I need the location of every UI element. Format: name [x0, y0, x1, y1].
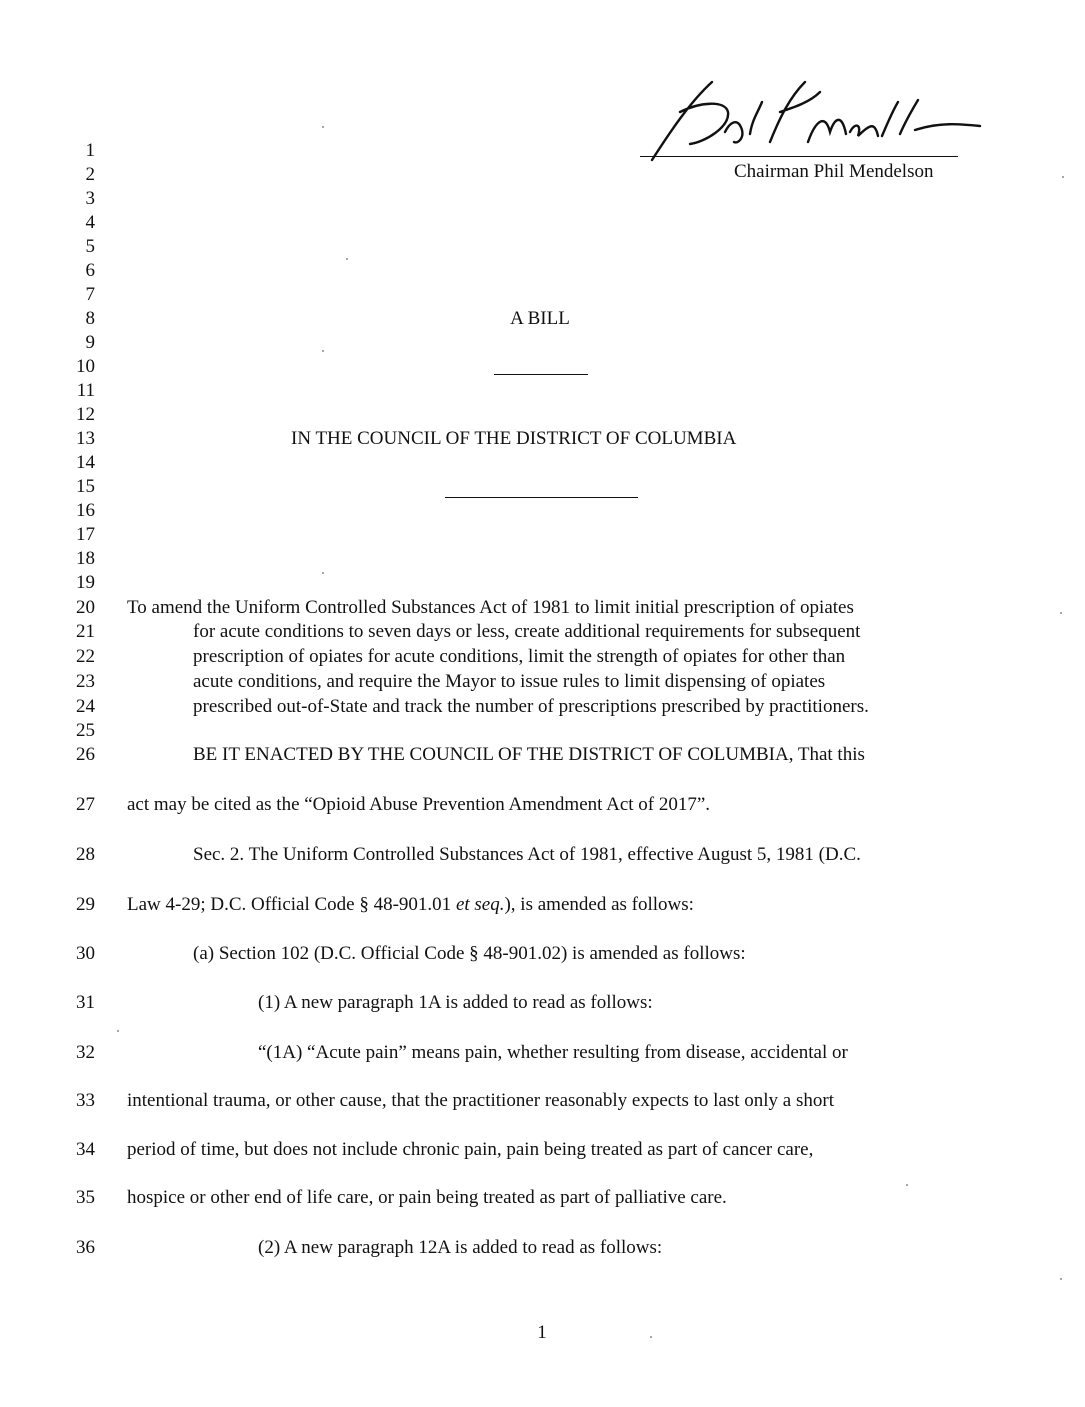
line-number: 25: [76, 720, 95, 741]
long-title-line: for acute conditions to seven days or less, create additional requirements for subsequent: [193, 621, 861, 642]
line-number: 24: [76, 696, 95, 717]
line-number: 3: [85, 188, 95, 209]
line-number: 6: [85, 260, 95, 281]
line-number: 22: [76, 646, 95, 667]
line-number: 11: [76, 380, 95, 401]
line-number: 1: [85, 140, 95, 161]
line-number: 23: [76, 671, 95, 692]
scan-speck: [322, 572, 324, 574]
definition-line: hospice or other end of life care, or pain being treated as part of palliative care.: [127, 1187, 727, 1208]
scan-speck: [117, 1030, 119, 1032]
line-number: 32: [76, 1042, 95, 1063]
long-title-line: prescription of opiates for acute conditions, limit the strength of opiates for other than: [193, 646, 846, 667]
line-number: 27: [76, 794, 95, 815]
definition-line: “(1A) “Acute pain” means pain, whether resulting from disease, accidental or: [258, 1042, 848, 1063]
scan-speck: [1062, 176, 1064, 178]
scan-speck: [322, 126, 324, 128]
line-number: 12: [76, 404, 95, 425]
line-number: 34: [76, 1139, 95, 1160]
citation-text: ), is amended as follows:: [504, 894, 694, 915]
heading-rule-short: [494, 374, 588, 375]
line-number: 8: [85, 308, 95, 329]
section-2-citation: [127, 895, 694, 914]
scan-speck: [346, 258, 348, 260]
page-number: 1: [537, 1322, 547, 1343]
short-title: act may be cited as the “Opioid Abuse Prevention Amendment Act of 2017”.: [127, 794, 711, 815]
line-number: 33: [76, 1090, 95, 1111]
line-number: 2: [85, 164, 95, 185]
line-number: 19: [76, 572, 95, 593]
signature-line: [640, 156, 958, 157]
long-title-line: To amend the Uniform Controlled Substances Act of 1981 to limit initial prescription of opiates: [127, 597, 854, 618]
line-number: 9: [85, 332, 95, 353]
line-number: 13: [76, 428, 95, 449]
citation-text: Law 4-29; D.C. Official Code § 48-901.01: [127, 894, 456, 915]
line-number: 16: [76, 500, 95, 521]
line-number: 18: [76, 548, 95, 569]
definition-line: period of time, but does not include chronic pain, pain being treated as part of cancer care,: [127, 1139, 814, 1160]
bill-heading: A BILL: [510, 308, 570, 329]
line-number: 14: [76, 452, 95, 473]
enacting-clause: BE IT ENACTED BY THE COUNCIL OF THE DISTRICT OF COLUMBIA, That this: [193, 744, 865, 765]
scan-speck: [1060, 1278, 1062, 1280]
citation-italic: et seq.: [455, 894, 505, 915]
scan-speck: [906, 1184, 908, 1186]
line-number: 21: [76, 621, 95, 642]
line-number: 29: [76, 894, 95, 915]
line-number: 17: [76, 524, 95, 545]
line-number: 4: [85, 212, 95, 233]
line-number: 26: [76, 744, 95, 765]
long-title-line: acute conditions, and require the Mayor to issue rules to limit dispensing of opiates: [193, 671, 826, 692]
line-number: 15: [76, 476, 95, 497]
line-number: 30: [76, 943, 95, 964]
line-number: 20: [76, 597, 95, 618]
definition-line: intentional trauma, or other cause, that the practitioner reasonably expects to last only a short: [127, 1090, 834, 1111]
subsection-a: (a) Section 102 (D.C. Official Code § 48-901.02) is amended as follows:: [193, 943, 746, 964]
line-number: 31: [76, 992, 95, 1013]
paragraph-2: (2) A new paragraph 12A is added to read as follows:: [258, 1237, 663, 1258]
line-number: 28: [76, 844, 95, 865]
council-heading: IN THE COUNCIL OF THE DISTRICT OF COLUMBIA: [291, 428, 737, 449]
scan-speck: [650, 1336, 652, 1338]
line-number: 7: [85, 284, 95, 305]
line-number: 36: [76, 1237, 95, 1258]
line-number: 10: [76, 356, 95, 377]
long-title-line: prescribed out-of-State and track the number of prescriptions prescribed by practitioners.: [193, 696, 869, 717]
line-number: 35: [76, 1187, 95, 1208]
section-2-intro: Sec. 2. The Uniform Controlled Substances Act of 1981, effective August 5, 1981 (D.C.: [193, 844, 861, 865]
paragraph-1: (1) A new paragraph 1A is added to read as follows:: [258, 992, 653, 1013]
line-number: 5: [85, 236, 95, 257]
scan-speck: [322, 350, 324, 352]
signature-caption: Chairman Phil Mendelson: [734, 161, 934, 182]
scan-speck: [1060, 612, 1062, 614]
heading-rule-long: [445, 497, 638, 498]
